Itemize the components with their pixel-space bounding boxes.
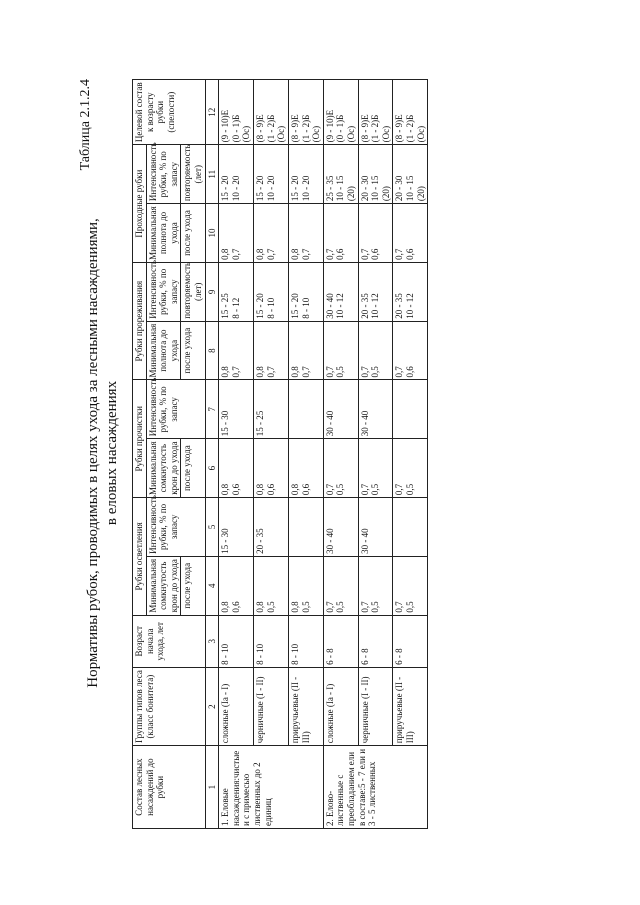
sub-after: после ухода bbox=[181, 438, 205, 497]
sub-after: после ухода bbox=[181, 556, 205, 615]
forest-group-cell: приручьевые (II - III) bbox=[288, 667, 323, 745]
header-thinning: Рубки прореживания bbox=[133, 262, 147, 380]
target-cell: (8 - 9)Е (1 - 2)Б (Ос) bbox=[288, 79, 323, 144]
value-cell: 20 - 30 10 - 15 (20) bbox=[393, 144, 428, 203]
header-row-1 bbox=[133, 79, 147, 828]
value-cell: 15 - 20 10 - 20 bbox=[219, 144, 254, 203]
value-cell: 15 - 20 10 - 20 bbox=[254, 144, 289, 203]
table-row bbox=[254, 79, 289, 828]
value-cell: 30 - 40 10 - 12 bbox=[323, 262, 358, 321]
col-number: 2 bbox=[205, 667, 219, 745]
col-number: 6 bbox=[205, 438, 219, 497]
forest-group-cell: сложные (Ia - I) bbox=[323, 667, 358, 745]
sub-min-full: Минимальная полнота до ухода bbox=[146, 203, 181, 262]
age-cell: 8 - 10 bbox=[254, 615, 289, 667]
value-cell: 15 - 30 bbox=[219, 497, 254, 556]
sub-intensity: Интенсивность рубки, % по запасу bbox=[146, 497, 205, 556]
table-caption: Таблица 2.1.2.4 bbox=[78, 78, 93, 170]
value-cell: 15 - 20 8 - 10 bbox=[254, 262, 289, 321]
target-cell: (9 - 10)Е (0 - 1)Б (Ос) bbox=[323, 79, 358, 144]
value-cell: 30 - 40 bbox=[323, 379, 358, 438]
forest-group-cell: сложные (Ia - I) bbox=[219, 667, 254, 745]
table-row bbox=[358, 79, 393, 828]
table-title-line-1: Нормативы рубок, проводимых в целях ухода за лесными насаждениями, bbox=[85, 217, 101, 688]
value-cell: 15 - 25 8 - 12 bbox=[219, 262, 254, 321]
col-number: 7 bbox=[205, 379, 219, 438]
col-number: 1 bbox=[205, 745, 219, 828]
table-row bbox=[288, 79, 323, 828]
table-row bbox=[219, 79, 254, 828]
forest-group-cell: черничные (I - II) bbox=[358, 667, 393, 745]
value-cell: 30 - 40 bbox=[358, 497, 393, 556]
col-number: 4 bbox=[205, 556, 219, 615]
value-cell: 0,7 0,5 bbox=[393, 438, 428, 497]
sub-intensity: Интенсивность рубки, % по запасу bbox=[146, 379, 205, 438]
value-cell: 0,7 0,5 bbox=[358, 556, 393, 615]
forest-group-cell: черничные (I - II) bbox=[254, 667, 289, 745]
col-number: 12 bbox=[205, 79, 219, 144]
column-numbers-row bbox=[205, 79, 219, 828]
value-cell: 20 - 30 10 - 15 (20) bbox=[358, 144, 393, 203]
table-row bbox=[393, 79, 428, 828]
value-cell: 15 - 20 8 - 10 bbox=[288, 262, 323, 321]
col-number: 5 bbox=[205, 497, 219, 556]
sub-min-crown: Минимальная сомкнутость крон до ухода bbox=[146, 556, 181, 615]
target-cell: (8 - 9)Е (1 - 2)Б (Ос) bbox=[393, 79, 428, 144]
sub-after: после ухода bbox=[181, 321, 205, 380]
header-age: Возраст начала ухода, лет bbox=[133, 615, 206, 667]
value-cell: 0,7 0,5 bbox=[358, 321, 393, 380]
value-cell bbox=[288, 497, 323, 556]
age-cell: 6 - 8 bbox=[393, 615, 428, 667]
value-cell: 0,7 0,6 bbox=[323, 203, 358, 262]
value-cell: 0,7 0,5 bbox=[323, 438, 358, 497]
sub-min-crown: Минимальная сомкнутость крон до ухода bbox=[146, 438, 181, 497]
target-cell: (9 - 10)Е (0 - 1)Б (Ос) bbox=[219, 79, 254, 144]
col-number: 9 bbox=[205, 262, 219, 321]
value-cell: 15 - 20 10 - 20 bbox=[288, 144, 323, 203]
col-number: 8 bbox=[205, 321, 219, 380]
value-cell: 0,7 0,6 bbox=[358, 203, 393, 262]
value-cell: 20 - 35 10 - 12 bbox=[358, 262, 393, 321]
table-title-line-2: в еловых насаждениях bbox=[104, 380, 120, 525]
target-cell: (8 - 9)Е (1 - 2)Б (Ос) bbox=[254, 79, 289, 144]
value-cell: 0,8 0,5 bbox=[288, 556, 323, 615]
value-cell: 30 - 40 bbox=[323, 497, 358, 556]
value-cell: 0,8 0,7 bbox=[254, 321, 289, 380]
sub-intensity: Интенсивность рубки, % по запасу bbox=[146, 144, 181, 203]
age-cell: 6 - 8 bbox=[358, 615, 393, 667]
value-cell: 0,7 0,5 bbox=[393, 556, 428, 615]
age-cell: 6 - 8 bbox=[323, 615, 358, 667]
sub-min-full: Минимальная полнота до ухода bbox=[146, 321, 181, 380]
value-cell: 25 - 35 10 - 15 (20) bbox=[323, 144, 358, 203]
sub-repeat: повторяемость (лет) bbox=[181, 262, 205, 321]
value-cell: 20 - 35 bbox=[254, 497, 289, 556]
value-cell: 0,8 0,7 bbox=[219, 321, 254, 380]
composition-cell: 2. Елово-лиственные с преобладанием ели в составе:5 - 7 ели и 3 - 5 лиственных bbox=[323, 745, 427, 828]
table-row bbox=[323, 79, 358, 828]
value-cell: 0,8 0,6 bbox=[219, 438, 254, 497]
value-cell: 0,8 0,7 bbox=[288, 321, 323, 380]
col-number: 10 bbox=[205, 203, 219, 262]
age-cell: 8 - 10 bbox=[219, 615, 254, 667]
value-cell: 0,8 0,7 bbox=[288, 203, 323, 262]
col-number: 11 bbox=[205, 144, 219, 203]
composition-cell: 1. Еловые насаждения:чистые и с примесью лиственных до 2 единиц bbox=[219, 745, 323, 828]
value-cell: 0,8 0,5 bbox=[254, 556, 289, 615]
header-composition: Состав лесных насаждений до рубки bbox=[133, 745, 206, 828]
value-cell: 0,7 0,6 bbox=[393, 321, 428, 380]
col-number: 3 bbox=[205, 615, 219, 667]
norms-table bbox=[132, 79, 428, 829]
header-groups: Группы типов леса (класс бонитета) bbox=[133, 667, 206, 745]
value-cell bbox=[393, 379, 428, 438]
value-cell: 0,8 0,7 bbox=[254, 203, 289, 262]
value-cell: 0,7 0,5 bbox=[358, 438, 393, 497]
value-cell: 0,8 0,7 bbox=[219, 203, 254, 262]
value-cell: 0,7 0,5 bbox=[323, 556, 358, 615]
forest-group-cell: приручьевые (II - III) bbox=[393, 667, 428, 745]
age-cell: 8 - 10 bbox=[288, 615, 323, 667]
sub-repeat: повторяемость (лет) bbox=[181, 144, 205, 203]
value-cell: 0,8 0,6 bbox=[288, 438, 323, 497]
header-passing: Проходные рубки bbox=[133, 144, 147, 262]
target-cell: (8 - 9)Е (1 - 2)Б (Ос) bbox=[358, 79, 393, 144]
value-cell: 20 - 35 10 - 12 bbox=[393, 262, 428, 321]
sub-after: после ухода bbox=[181, 203, 205, 262]
header-clearing: Рубки осветления bbox=[133, 497, 147, 615]
header-target: Целевой состав к возрасту рубки (спелости) bbox=[133, 79, 206, 144]
value-cell: 30 - 40 bbox=[358, 379, 393, 438]
value-cell: 0,8 0,6 bbox=[254, 438, 289, 497]
value-cell: 0,7 0,6 bbox=[393, 203, 428, 262]
value-cell: 0,8 0,6 bbox=[219, 556, 254, 615]
value-cell: 0,7 0,5 bbox=[323, 321, 358, 380]
value-cell: 15 - 30 bbox=[219, 379, 254, 438]
value-cell bbox=[393, 497, 428, 556]
value-cell bbox=[288, 379, 323, 438]
sub-intensity: Интенсивность рубки, % по запасу bbox=[146, 262, 181, 321]
value-cell: 15 - 25 bbox=[254, 379, 289, 438]
header-cleaning: Рубки прочистки bbox=[133, 379, 147, 497]
rotated-content bbox=[80, 73, 560, 833]
